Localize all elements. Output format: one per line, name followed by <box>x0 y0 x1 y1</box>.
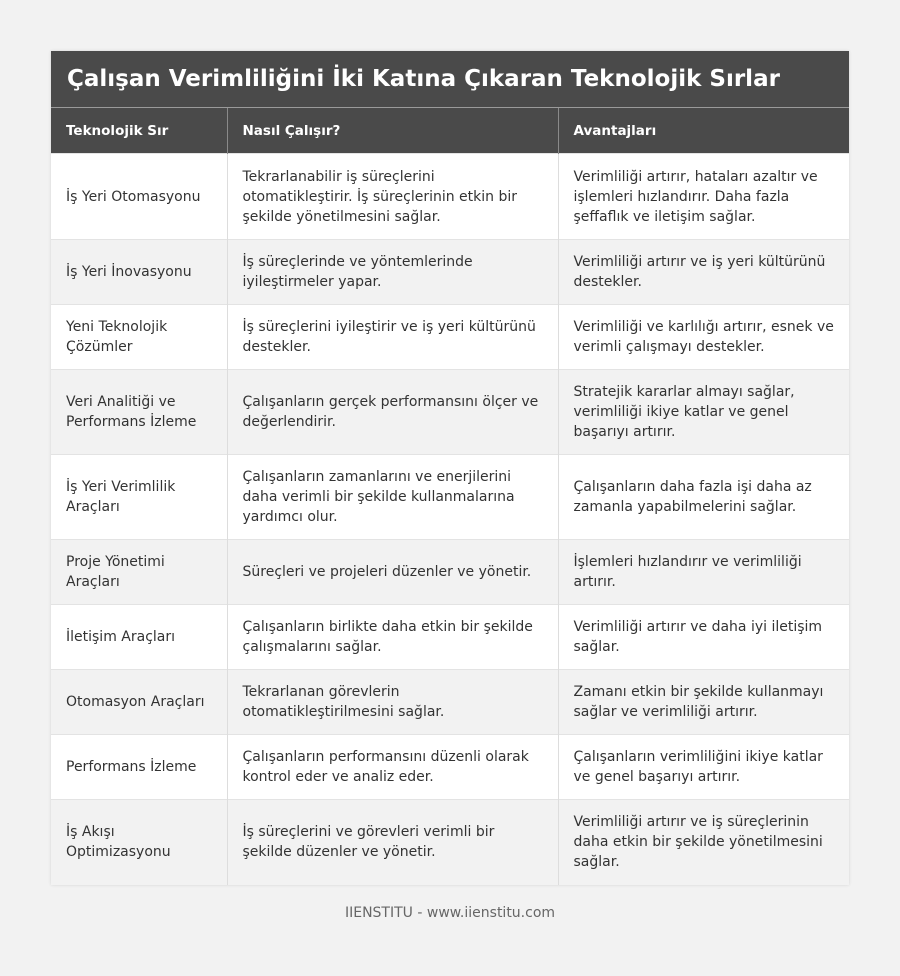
cell-secret: İletişim Araçları <box>51 605 227 670</box>
table-row <box>51 305 849 370</box>
column-header: Teknolojik Sır <box>51 108 227 154</box>
cell-secret: Veri Analitiği ve Performans İzleme <box>51 370 227 455</box>
table-row <box>51 605 849 670</box>
table-row <box>51 670 849 735</box>
cell-how: Çalışanların zamanlarını ve enerjilerini daha verimli bir şekilde kullanmalarına yardımcı olur. <box>227 455 558 540</box>
table-row <box>51 455 849 540</box>
cell-how: Tekrarlanan görevlerin otomatikleştirilmesini sağlar. <box>227 670 558 735</box>
cell-secret: Performans İzleme <box>51 735 227 800</box>
cell-secret: İş Yeri İnovasyonu <box>51 240 227 305</box>
cell-secret: Yeni Teknolojik Çözümler <box>51 305 227 370</box>
cell-secret: Proje Yönetimi Araçları <box>51 540 227 605</box>
cell-secret: Otomasyon Araçları <box>51 670 227 735</box>
table-row <box>51 240 849 305</box>
cell-benefits: Verimliliği artırır ve daha iyi iletişim sağlar. <box>558 605 849 670</box>
cell-how: Süreçleri ve projeleri düzenler ve yönetir. <box>227 540 558 605</box>
cell-how: İş süreçlerinde ve yöntemlerinde iyileştirmeler yapar. <box>227 240 558 305</box>
cell-secret: İş Yeri Verimlilik Araçları <box>51 455 227 540</box>
cell-benefits: Stratejik kararlar almayı sağlar, verimliliği ikiye katlar ve genel başarıyı artırır. <box>558 370 849 455</box>
footer-credit: IIENSTITU - www.iienstitu.com <box>344 905 556 921</box>
table-card <box>51 51 849 885</box>
table-row <box>51 540 849 605</box>
cell-benefits: Verimliliği artırır ve iş süreçlerinin daha etkin bir şekilde yönetilmesini sağlar. <box>558 800 849 885</box>
cell-secret: İş Akışı Optimizasyonu <box>51 800 227 885</box>
cell-benefits: Çalışanların verimliliğini ikiye katlar ve genel başarıyı artırır. <box>558 735 849 800</box>
table-title: Çalışan Verimliliğini İki Katına Çıkaran Teknolojik Sırlar <box>51 51 849 108</box>
cell-how: Çalışanların performansını düzenli olarak kontrol eder ve analiz eder. <box>227 735 558 800</box>
table-row <box>51 154 849 240</box>
column-header: Nasıl Çalışır? <box>227 108 558 154</box>
cell-benefits: Verimliliği ve karlılığı artırır, esnek ve verimli çalışmayı destekler. <box>558 305 849 370</box>
table-row <box>51 735 849 800</box>
cell-how: İş süreçlerini ve görevleri verimli bir şekilde düzenler ve yönetir. <box>227 800 558 885</box>
cell-benefits: Verimliliği artırır, hataları azaltır ve işlemleri hızlandırır. Daha fazla şeffaflık ve iletişim sağlar. <box>558 154 849 240</box>
cell-how: Çalışanların gerçek performansını ölçer ve değerlendirir. <box>227 370 558 455</box>
column-header: Avantajları <box>558 108 849 154</box>
table-row <box>51 370 849 455</box>
cell-benefits: Verimliliği artırır ve iş yeri kültürünü destekler. <box>558 240 849 305</box>
cell-how: İş süreçlerini iyileştirir ve iş yeri kültürünü destekler. <box>227 305 558 370</box>
header-row <box>51 108 849 154</box>
cell-secret: İş Yeri Otomasyonu <box>51 154 227 240</box>
cell-benefits: İşlemleri hızlandırır ve verimliliği artırır. <box>558 540 849 605</box>
cell-how: Çalışanların birlikte daha etkin bir şekilde çalışmalarını sağlar. <box>227 605 558 670</box>
cell-how: Tekrarlanabilir iş süreçlerini otomatikleştirir. İş süreçlerinin etkin bir şekilde yönetilmesini sağlar. <box>227 154 558 240</box>
data-table <box>51 108 849 885</box>
table-row <box>51 800 849 885</box>
cell-benefits: Çalışanların daha fazla işi daha az zamanla yapabilmelerini sağlar. <box>558 455 849 540</box>
cell-benefits: Zamanı etkin bir şekilde kullanmayı sağlar ve verimliliği artırır. <box>558 670 849 735</box>
